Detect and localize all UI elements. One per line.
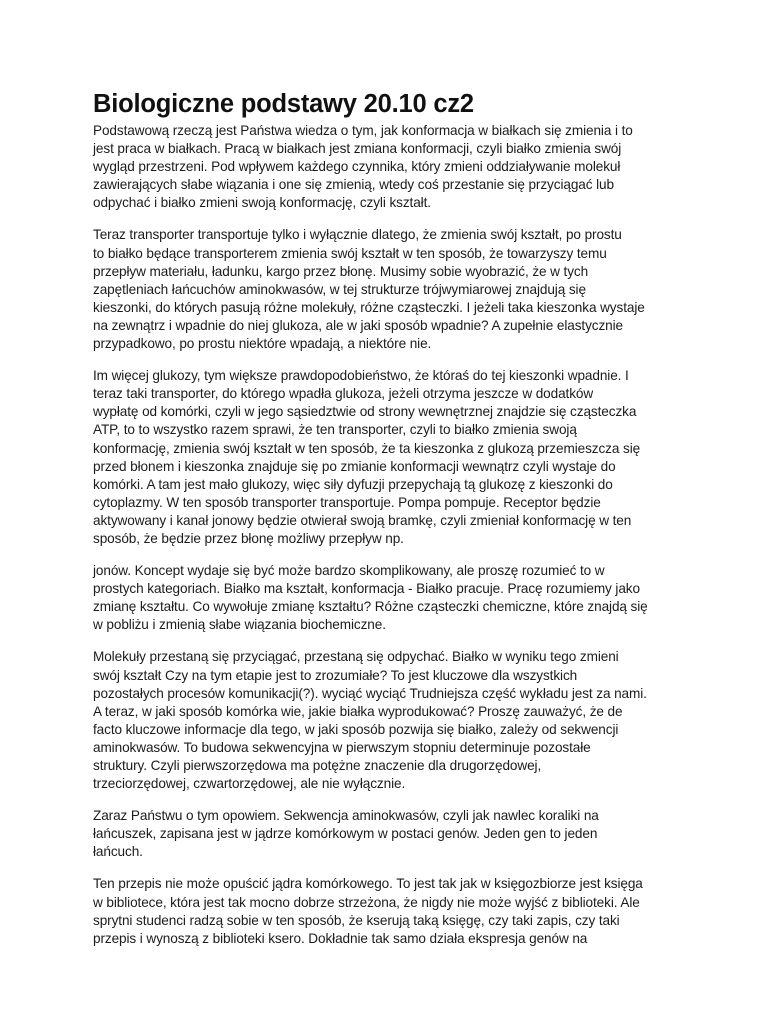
text-line: w bibliotece, która jest tak mocno dobrze strzeżona, że nigdy nie może wyjść z biblioteki. Ale: [93, 894, 640, 910]
text-line: odpychać i białko zmieni swoją konformację, czyli kształt.: [93, 195, 431, 211]
text-line: łańcuch.: [93, 844, 143, 860]
text-line: zapętleniach łańcuchów aminokwasów, w tej strukturze trójwymiarowej znajdują się: [93, 281, 586, 297]
text-line: A teraz, w jaki sposób komórka wie, jakie białka wyprodukować? Proszę zauważyć, że de: [93, 703, 623, 719]
text-line: facto kluczowe informacje dla tego, w jaki sposób pozwija się białko, zależy od sekwencji: [93, 721, 619, 737]
text-line: przypadkowo, po prostu niektóre wpadają, a niektóre nie.: [93, 336, 432, 352]
text-line: sposób, że będzie przez błonę możliwy przepływ np.: [93, 530, 404, 546]
text-line: struktury. Czyli pierwszorzędowa ma potężne znaczenie dla drugorzędowej,: [93, 758, 542, 773]
text-line: teraz taki transporter, do którego wpadła glukoza, jeżeli otrzyma jeszcze w dodatków: [93, 386, 594, 402]
text-line: przepis i wynoszą z biblioteki ksero. Dokładnie tak samo działa ekspresja genów na: [93, 930, 588, 946]
paragraph: [93, 562, 689, 634]
document-body: [93, 88, 689, 962]
text-line: wypłatę od komórki, czyli w jego sąsiedztwie od strony wewnętrznej znajdzie się cząsteczka: [93, 404, 637, 420]
text-line: na zewnątrz i wpadnie do niej glukoza, ale w jaki sposób wpadnie? A zupełnie elastycznie: [93, 317, 623, 333]
paragraph: [93, 367, 689, 548]
paragraph: [93, 875, 689, 947]
text-line: wygląd przestrzeni. Pod wpływem każdego czynnika, który zmieni oddziaływanie molekuł: [93, 159, 621, 175]
text-line: ATP, to to wszystko razem sprawi, że ten transporter, czyli to białko zmienia swoją: [93, 422, 577, 438]
text-line: jonów. Koncept wydaje się być może bardzo skomplikowany, ale proszę rozumieć to w: [93, 563, 605, 579]
text-line: kieszonki, do których pasują różne molekuły, różne cząsteczki. I jeżeli taka kieszonka wystaje: [93, 299, 645, 315]
text-line: przepływ materiału, ładunku, kargo przez błonę. Musimy sobie wyobrazić, że w tych: [93, 263, 589, 279]
text-line: sprytni studenci radzą sobie w ten sposób, że kserują taką księgę, czy taki zapis, czy taki: [93, 912, 620, 928]
paragraph: [93, 122, 689, 212]
text-line: Teraz transporter transportuje tylko i wyłącznie dlatego, że zmienia swój kształt, po prostu: [93, 227, 622, 243]
text-line: cytoplazmy. W ten sposób transporter transportuje. Pompa pompuje. Receptor będzie: [93, 494, 601, 510]
text-line: Molekuły przestaną się przyciągać, przestaną się odpychać. Białko w wyniku tego zmieni: [93, 649, 619, 665]
text-line: komórki. A tam jest mało glukozy, więc siły dyfuzji przepychają tą glukozę z kieszonki do: [93, 476, 613, 492]
paragraph: [93, 807, 689, 861]
text-line: Podstawową rzeczą jest Państwa wiedza o tym, jak konformacja w białkach się zmienia i to: [93, 123, 633, 138]
text-line: Im więcej glukozy, tym większe prawdopodobieństwo, że któraś do tej kieszonki wpadnie. I: [93, 368, 629, 384]
text-line: zawierających słabe wiązania i one się zmienią, wtedy coś przestanie się przyciągać lub: [93, 177, 614, 193]
text-line: trzeciorzędowej, czwartorzędowej, ale nie wyłącznie.: [93, 776, 406, 792]
paragraph-list: [93, 122, 689, 948]
text-line: prostych kategoriach. Białko ma kształt, konformacja - Białko pracuje. Pracę rozumiemy jako: [93, 581, 640, 597]
text-line: zmianę kształtu. Co wywołuje zmianę kształtu? Różne cząsteczki chemiczne, które znajdą się: [93, 599, 648, 615]
paragraph: [93, 648, 689, 793]
text-line: swój kształt Czy na tym etapie jest to zrozumiałe? To jest kluczowe dla wszystkich: [93, 667, 578, 683]
text-line: aktywowany i kanał jonowy będzie otwierał swoją bramkę, czyli zmieniał konformację w ten: [93, 512, 632, 528]
text-line: konformację, zmienia swój kształt w ten sposób, że ta kieszonka z glukozą przemieszcza się: [93, 440, 641, 456]
text-line: jest praca w białkach. Pracą w białkach jest zmiana konformacji, czyli białko zmienia swój: [93, 141, 622, 157]
text-line: pozostałych procesów komunikacji(?). wyciąć wyciąć Trudniejsza część wykładu jest za nami.: [93, 685, 647, 701]
text-line: to białko będące transporterem zmienia swój kształt w ten sposób, że towarzyszy temu: [93, 245, 607, 261]
paragraph: [93, 226, 689, 353]
text-line: przed błonem i kieszonka znajduje się po zmianie konformacji wewnątrz czyli wystaje do: [93, 458, 616, 474]
text-line: Ten przepis nie może opuścić jądra komórkowego. To jest tak jak w księgozbiorze jest księga: [93, 876, 643, 892]
text-line: aminokwasów. To budowa sekwencyjna w pierwszym stopniu determinuje pozostałe: [93, 739, 591, 755]
text-line: Zaraz Państwu o tym opowiem. Sekwencja aminokwasów, czyli jak nawlec koraliki na: [93, 808, 599, 824]
text-line: łańcuszek, zapisana jest w jądrze komórkowym w postaci genów. Jeden gen to jeden: [93, 826, 598, 842]
text-line: w pobliżu i zmienią słabe wiązania biochemiczne.: [93, 617, 386, 633]
document-title: Biologiczne podstawy 20.10 cz2: [93, 90, 474, 118]
